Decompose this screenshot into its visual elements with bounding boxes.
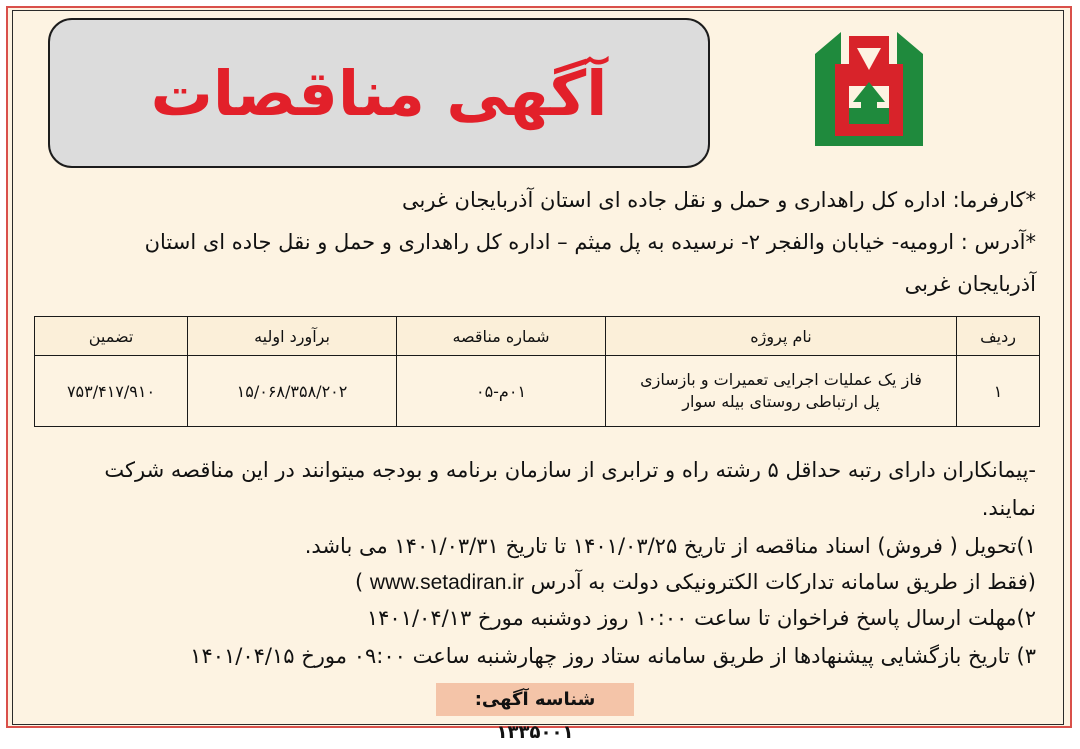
table-row	[35, 356, 1040, 427]
item-1: ۱)تحویل ( فروش) اسناد مناقصه از تاریخ ۱۴۰۱/۰۳/۲۵ تا تاریخ ۱۴۰۱/۰۳/۳۱ می باشد.	[304, 534, 1036, 558]
cell-row-number: ۱	[957, 356, 1040, 427]
item-1-note-close: )	[355, 570, 364, 594]
tender-table	[34, 316, 1040, 427]
item-1-note	[355, 570, 1036, 595]
header-tender-number: شماره مناقصه	[397, 317, 606, 356]
cell-guarantee: ۷۵۳/۴۱۷/۹۱۰	[35, 356, 188, 427]
cell-project-name	[606, 356, 957, 427]
header-estimate: برآورد اولیه	[188, 317, 397, 356]
header-guarantee: تضمین	[35, 317, 188, 356]
contractors-line-1: -پیمانکاران دارای رتبه حداقل ۵ رشته راه و ترابری از سازمان برنامه و بودجه میتوانند در این مناقصه شرکت	[104, 458, 1036, 482]
title-box	[48, 18, 710, 168]
project-line-1: فاز یک عملیات اجرایی تعمیرات و بازسازی	[640, 370, 922, 390]
ad-id-badge: شناسه آگهی: ۱۳۳۵۰۰۱	[436, 683, 634, 716]
item-2: ۲)مهلت ارسال پاسخ فراخوان تا ساعت ۱۰:۰۰ روز دوشنبه مورخ ۱۴۰۱/۰۴/۱۳	[366, 606, 1036, 630]
item-1-note-prefix: (فقط از طریق سامانه تدارکات الکترونیکی دولت به آدرس	[530, 570, 1036, 594]
contractors-line-2: نمایند.	[981, 496, 1036, 520]
table-header-row	[35, 317, 1040, 356]
page-title: آگهی مناقصات	[150, 56, 608, 130]
header-row-number: ردیف	[957, 317, 1040, 356]
cell-estimate: ۱۵/۰۶۸/۳۵۸/۲۰۲	[188, 356, 397, 427]
address-line-1: *آدرس : ارومیه- خیابان والفجر ۲- نرسیده به پل میثم – اداره کل راهداری و حمل و نقل جاده ای استان	[144, 230, 1036, 254]
header-project-name: نام پروژه	[606, 317, 957, 356]
setadiran-link[interactable]: www.setadiran.ir	[369, 571, 524, 594]
item-3: ۳) تاریخ بازگشایی پیشنهادها از طریق سامانه ستاد روز چهارشنبه ساعت ۰۹:۰۰ مورخ ۱۴۰۱/۰۴/۱۵	[190, 644, 1036, 668]
employer-line: *کارفرما: اداره کل راهداری و حمل و نقل جاده ای استان آذربایجان غربی	[401, 188, 1036, 212]
road-administration-logo-icon	[805, 24, 933, 154]
project-line-2: پل ارتباطی روستای بیله سوار	[682, 392, 880, 411]
address-line-2: آذربایجان غربی	[904, 272, 1036, 296]
cell-tender-number: ۰۱م-۰۵	[397, 356, 606, 427]
